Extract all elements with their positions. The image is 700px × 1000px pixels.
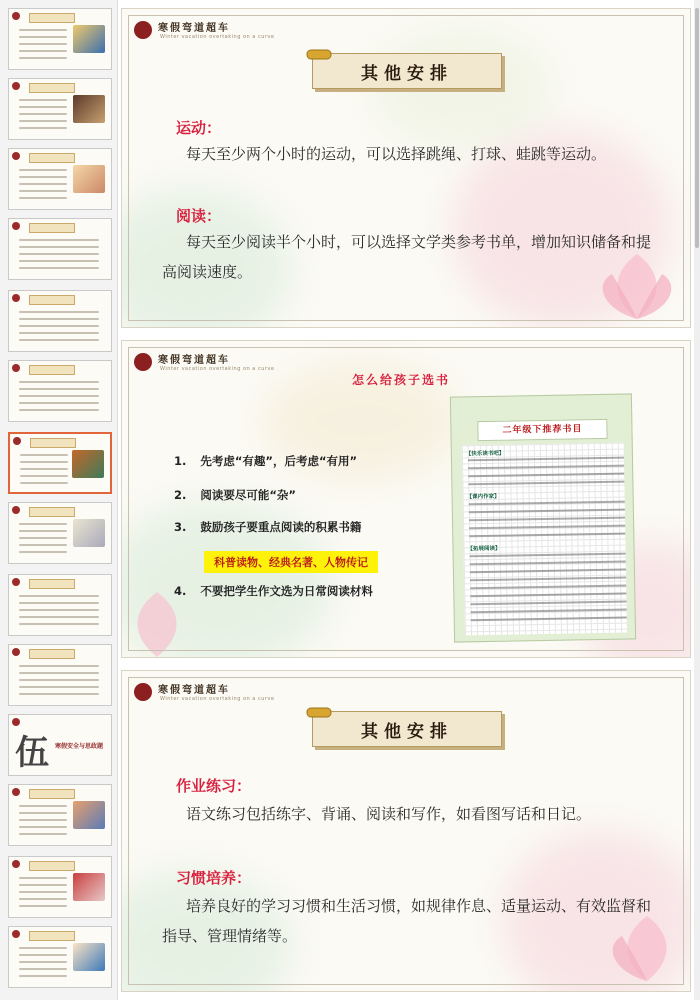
slide-thumbnail[interactable] (8, 714, 112, 776)
slide-title: 怎么给孩子选书 (352, 373, 451, 387)
section-heading-reading: 阅读： (176, 207, 222, 225)
slide-thumbnail[interactable] (8, 784, 112, 846)
paperclip-icon (306, 705, 332, 721)
banner-title: 其他安排 (361, 721, 453, 742)
section-heading-habits: 习惯培养： (176, 869, 252, 887)
slide-how-to-choose-books[interactable] (121, 340, 691, 658)
booklist-section-label: 【课内作家】 (466, 493, 500, 501)
section-banner (312, 711, 502, 747)
slide-thumbnail[interactable] (8, 574, 112, 636)
slide-thumbnail[interactable] (8, 644, 112, 706)
recommended-booklist-image (450, 393, 636, 642)
thumbnail-label (29, 153, 75, 163)
brand-logo (134, 681, 274, 702)
slide-thumbnail[interactable] (8, 856, 112, 918)
slide-thumbnail[interactable] (8, 360, 112, 422)
thumbnail-title: 寒假安全与思政题 (55, 743, 104, 750)
thumbnail-label (29, 83, 75, 93)
brand-blob-icon (134, 683, 152, 701)
thumbnail-label (29, 295, 75, 305)
thumbnail-image (73, 25, 105, 53)
thumbnail-brand-dot-icon (12, 578, 20, 586)
slide-thumbnail[interactable] (8, 218, 112, 280)
thumbnail-label (30, 438, 76, 448)
thumbnail-label (29, 789, 75, 799)
thumbnail-label (29, 931, 75, 941)
thumbnail-brand-dot-icon (13, 437, 21, 445)
vertical-scrollbar[interactable] (694, 0, 700, 1000)
brand-title: 寒假弯道超车 (158, 685, 230, 696)
thumbnail-image (73, 165, 105, 193)
slide-thumbnail[interactable] (8, 78, 112, 140)
brand-blob-icon (134, 21, 152, 39)
thumbnail-image (73, 943, 105, 971)
section-text-homework: 语文练习包括练字、背诵、阅读和写作，如看图写话和日记。 (186, 805, 592, 823)
section-text-habits: 培养良好的学习习惯和生活习惯，如规律作息、适量运动、有效监督和指导、管理情绪等。 (162, 897, 652, 945)
thumbnail-image (73, 95, 105, 123)
tip-item-2: 2. 阅读要尽可能“杂” (174, 488, 296, 502)
thumbnail-label (29, 861, 75, 871)
thumbnail-label (29, 365, 75, 375)
brand-blob-icon (134, 353, 152, 371)
slide-thumbnail[interactable] (8, 926, 112, 988)
thumbnail-brand-dot-icon (12, 648, 20, 656)
section-heading-sports: 运动： (176, 119, 222, 137)
slide-thumbnail-panel (0, 0, 118, 1000)
thumbnail-brand-dot-icon (12, 930, 20, 938)
tip-item-4: 4. 不要把学生作文选为日常阅读材料 (174, 584, 373, 598)
brand-subtitle: Winter vacation overtaking on a curve (160, 696, 275, 702)
slide-thumbnail[interactable] (8, 502, 112, 564)
banner-title: 其他安排 (361, 63, 453, 84)
thumbnail-brand-dot-icon (12, 506, 20, 514)
slide-other-arrangements-1[interactable] (121, 8, 691, 328)
tip-item-1: 1. 先考虑“有趣”，后考虑“有用” (174, 454, 358, 468)
slide-thumbnail[interactable] (8, 290, 112, 352)
thumbnail-label (29, 579, 75, 589)
section-banner (312, 53, 502, 89)
section-text-reading: 每天至少阅读半个小时，可以选择文学类参考书单，增加知识储备和提高阅读速度。 (162, 233, 652, 281)
slide-thumbnail[interactable] (8, 432, 112, 494)
slide-thumbnail[interactable] (8, 148, 112, 210)
thumbnail-brand-dot-icon (12, 82, 20, 90)
brand-subtitle: Winter vacation overtaking on a curve (160, 34, 275, 40)
thumbnail-label (29, 223, 75, 233)
thumbnail-label (29, 507, 75, 517)
thumbnail-image (73, 873, 105, 901)
tip-item-3: 3. 鼓励孩子要重点阅读的积累书籍 (174, 520, 362, 534)
brand-logo (134, 351, 274, 372)
booklist-sheet (462, 443, 627, 636)
section-text-sports: 每天至少两个小时的运动，可以选择跳绳、打球、蛙跳等运动。 (186, 145, 607, 163)
brand-title: 寒假弯道超车 (158, 355, 230, 366)
highlight-book-types: 科普读物、经典名著、人物传记 (204, 551, 378, 573)
slide-other-arrangements-2[interactable] (121, 670, 691, 992)
thumbnail-big-character: 伍 (15, 733, 49, 773)
brand-logo (134, 19, 274, 40)
slide-thumbnail[interactable] (8, 8, 112, 70)
brand-title: 寒假弯道超车 (158, 23, 230, 34)
thumbnail-label (29, 13, 75, 23)
thumbnail-brand-dot-icon (12, 12, 20, 20)
thumbnail-brand-dot-icon (12, 788, 20, 796)
thumbnail-brand-dot-icon (12, 294, 20, 302)
thumbnail-image (72, 450, 104, 478)
scrollbar-thumb[interactable] (695, 8, 699, 248)
thumbnail-image (73, 519, 105, 547)
thumbnail-image (73, 801, 105, 829)
thumbnail-brand-dot-icon (12, 364, 20, 372)
thumbnail-brand-dot-icon (12, 152, 20, 160)
booklist-section-label: 【快乐读书吧】 (465, 450, 505, 458)
paperclip-icon (306, 47, 332, 63)
thumbnail-brand-dot-icon (12, 222, 20, 230)
thumbnail-label (29, 649, 75, 659)
brand-subtitle: Winter vacation overtaking on a curve (160, 366, 275, 372)
thumbnail-brand-dot-icon (12, 860, 20, 868)
section-heading-homework: 作业练习： (176, 777, 252, 795)
booklist-section-label: 【拓展阅读】 (467, 545, 501, 553)
booklist-title: 二年级下推荐书目 (477, 419, 607, 441)
